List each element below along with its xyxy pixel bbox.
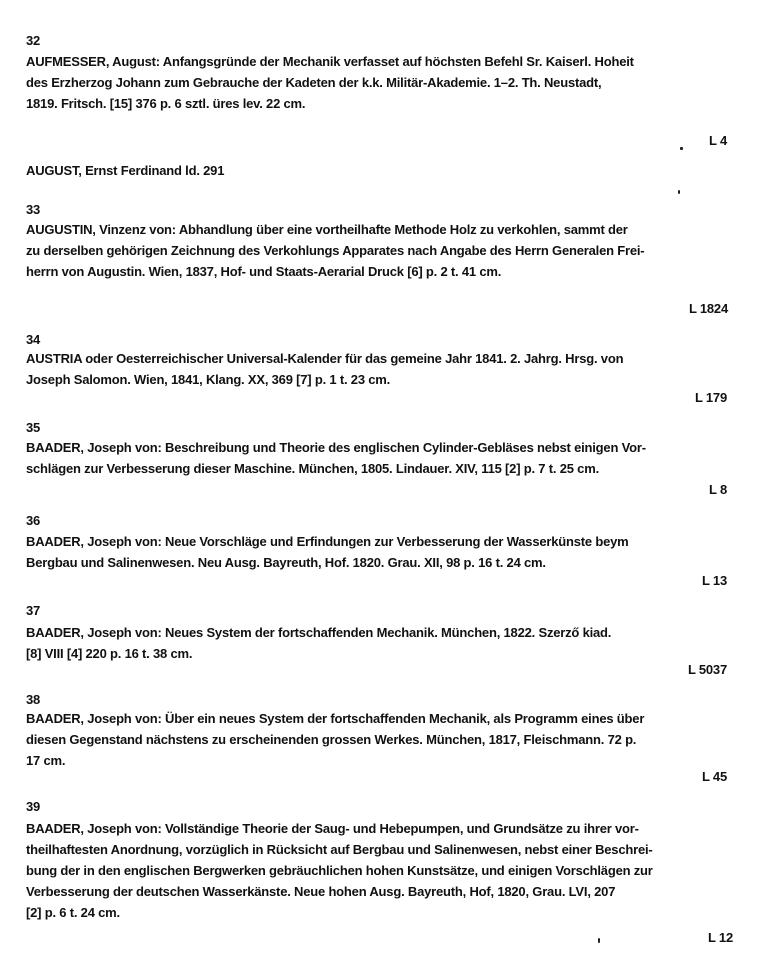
scan-speck <box>680 147 683 150</box>
scan-speck <box>598 938 600 943</box>
entry-text: BAADER, Joseph von: Über ein neues System der fortschaffenden Mechanik, als Programm eines über diesen Gegenstand nächstens zu erscheinenden grossen Werkes. München, 1817, Fleischmann. 72 p. 17 cm. <box>26 711 645 768</box>
shelf-mark: L 4 <box>709 133 727 148</box>
entry-text: BAADER, Joseph von: Beschreibung und Theorie des englischen Cylinder-Gebläses nebst einigen Vor- schlägen zur Verbesserung dieser Maschine. München, 1805. Lindauer. XIV, 115 [2] p. 7 t. 25 cm. <box>26 440 646 476</box>
shelf-mark: L 8 <box>709 482 727 497</box>
entry-number: 33 <box>26 202 41 217</box>
shelf-mark: L 1824 <box>688 301 728 316</box>
scan-speck <box>678 190 680 194</box>
entry-number: 36 <box>26 513 41 528</box>
shelf-mark: L 5037 <box>687 662 727 677</box>
cross-reference: AUGUST, Ernst Ferdinand ld. 291 <box>26 163 225 178</box>
entry-text: BAADER, Joseph von: Neues System der fortschaffenden Mechanik. München, 1822. Szerző kiad. [8] VIII [4] 220 p. 16 t. 38 cm. <box>26 625 612 661</box>
entry-text: AUFMESSER, August: Anfangsgründe der Mechanik verfasset auf höchsten Befehl Sr. Kaiserl. Hoheit des Erzherzog Johann zum Gebrauche der Kadeten der k.k. Militär-Akademie. 1–2. Th. Neustadt, 1819. Fritsch. [15] 376 p. 6 sztl. üres lev. 22 cm. <box>26 54 634 111</box>
shelf-mark: L 179 <box>694 390 727 405</box>
entry-number: 32 <box>26 33 41 48</box>
entry-text: AUGUSTIN, Vinzenz von: Abhandlung über eine vortheilhafte Methode Holz zu verkohlen, sammt der zu derselben gehörigen Zeichnung des Verkohlungs Apparates nach Angabe des Herrn Generalen Frei- herrn von Augustin. Wien, 1837, Hof- und Staats-Aerarial Druck [6] p. 2 t. 41 cm. <box>26 222 645 279</box>
entry-number: 39 <box>26 799 41 814</box>
entry-number: 38 <box>26 692 41 707</box>
entry-text: AUSTRIA oder Oesterreichischer Universal-Kalender für das gemeine Jahr 1841. 2. Jahrg. Hrsg. von Joseph Salomon. Wien, 1841, Klang. XX, 369 [7] p. 1 t. 23 cm. <box>26 351 624 387</box>
entry-number: 34 <box>26 332 41 347</box>
shelf-mark: L 12 <box>708 930 733 945</box>
entry-text: BAADER, Joseph von: Vollständige Theorie der Saug- und Hebepumpen, und Grundsätze zu ihrer vor- theilhaftesten Anordnung, vorzüglich in Rücksicht auf Bergbau und Salinenwesen, nebst einer Beschrei- bung der in den englischen Bergwerken gebräuchlichen hohen Kunstsätze, und einigen Vorschlägen zur Verbesserung der deutschen Wasserkänste. Neue hohen Ausg. Bayreuth, Hof, 1820, Grau. LVI, 207 [2] p. 6 t. 24 cm. <box>26 821 653 920</box>
entry-text: BAADER, Joseph von: Neue Vorschläge und Erfindungen zur Verbesserung der Wasserkünste beym Bergbau und Salinenwesen. Neu Ausg. Bayreuth, Hof. 1820. Grau. XII, 98 p. 16 t. 24 cm. <box>26 534 629 570</box>
entry-number: 35 <box>26 420 41 435</box>
entry-number: 37 <box>26 603 41 618</box>
shelf-mark: L 45 <box>702 769 727 784</box>
shelf-mark: L 13 <box>702 573 727 588</box>
